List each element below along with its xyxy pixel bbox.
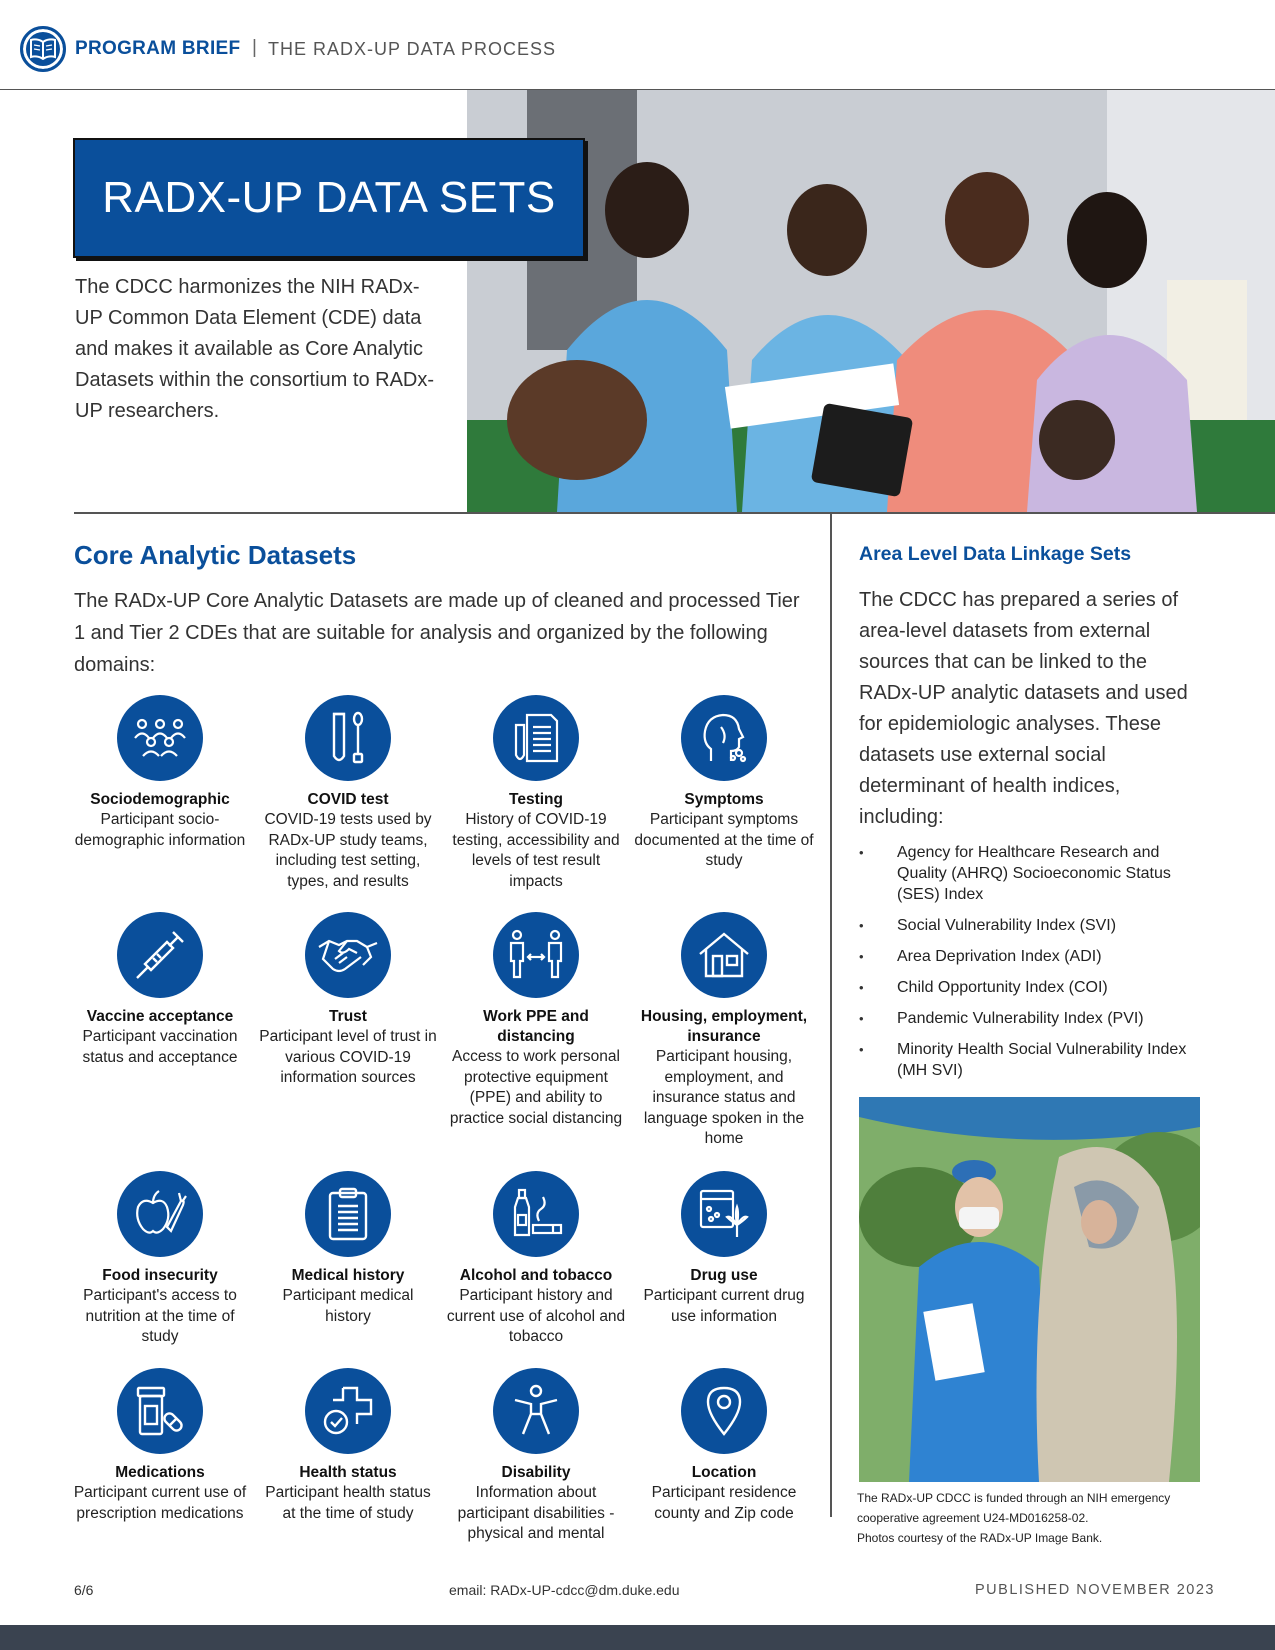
domain-description: Participant housing, employment, and insurance status and language spoken in the home [643,1048,805,1147]
distancing-icon [493,912,579,998]
domain-food-insecurity [70,1171,250,1348]
section-divider-horizontal [74,512,1275,514]
map-pin-icon [681,1368,767,1454]
domain-name: Food insecurity [102,1267,218,1284]
domain-medical-history [258,1171,438,1327]
test-tube-swab-icon [305,695,391,781]
list-item: • Area Deprivation Index (ADI) [859,946,1204,967]
clipboard-icon [305,1171,391,1257]
domain-name: Housing, employment, insurance [640,1008,808,1045]
hero-intro: The CDCC harmonizes the NIH RADx-UP Common Data Element (CDE) data and makes it available as Core Analytic Datasets within the consortium to RADx-UP researchers. [75,276,435,422]
domain-symptoms [634,695,814,872]
domain-name: Symptoms [684,791,764,808]
domain-work-ppe [446,912,626,1129]
drug-jar-icon [681,1171,767,1257]
program-brief-label: PROGRAM BRIEF [75,38,241,59]
core-datasets-intro: The RADx-UP Core Analytic Datasets are made up of cleaned and processed Tier 1 and Tier 2 CDEs that are suitable for analysis and organized by the following domains: [74,590,800,676]
core-datasets-heading: Core Analytic Datasets [74,540,357,570]
list-item: • Agency for Healthcare Research and Quality (AHRQ) Socioeconomic Status (SES) Index [859,842,1204,905]
domain-drug-use [634,1171,814,1327]
domain-description: Participant current drug use information [643,1287,805,1325]
community-photo [859,1097,1200,1482]
section-divider-vertical [830,512,832,1517]
domain-description: Participant residence county and Zip code [651,1484,797,1522]
domain-description: Participant current use of prescription medications [73,1484,247,1522]
domain-vaccine-acceptance [70,912,250,1068]
caption-photo-credit: Photos courtesy of the RADx-UP Image Bank. [857,1531,1103,1545]
area-index-list [859,842,1204,1091]
apple-carrot-icon [117,1171,203,1257]
bottle-cigarette-icon [493,1171,579,1257]
house-icon [681,912,767,998]
area-linkage-heading: Area Level Data Linkage Sets [859,543,1132,565]
domain-description: Participant health status at the time of study [265,1484,431,1522]
hero-photo [467,90,1275,512]
domain-name: Vaccine acceptance [86,1008,234,1025]
domain-name: Testing [509,791,563,808]
footer-bar [0,1625,1275,1650]
page-title: RADX-UP DATA SETS [102,173,556,222]
health-cross-icon [305,1368,391,1454]
domain-description: Participant's access to nutrition at the time of study [83,1287,237,1345]
domain-description: COVID-19 tests used by RADx-UP study teams, including test setting, types, and results [264,811,432,890]
domain-name: Drug use [690,1267,758,1284]
published-date: PUBLISHED NOVEMBER 2023 [975,1582,1215,1598]
domain-health-status [258,1368,438,1524]
page-number: 6/6 [74,1582,94,1598]
domain-covid-test [258,695,438,892]
list-item: • Child Opportunity Index (COI) [859,977,1204,998]
domain-name: Medical history [291,1267,405,1284]
domain-description: History of COVID-19 testing, accessibility and levels of test result impacts [452,811,620,890]
list-item: • Minority Health Social Vulnerability Index (MH SVI) [859,1039,1204,1081]
domain-disability [446,1368,626,1545]
contact-email[interactable]: email: RADx-UP-cdcc@dm.duke.edu [449,1582,680,1598]
handshake-icon [305,912,391,998]
domain-name: Medications [115,1464,205,1481]
domain-description: Participant medical history [282,1287,414,1325]
caption-funding-line: The RADx-UP CDCC is funded through an NIH emergency cooperative agreement U24-MD016258-02. [857,1491,1171,1525]
domain-trust [258,912,438,1089]
domain-description: Participant vaccination status and acceptance [82,1028,238,1066]
domain-name: Trust [329,1008,367,1025]
area-linkage-intro: The CDCC has prepared a series of area-level datasets from external sources that can be linked to the RADx-UP analytic datasets and used for epidemiologic analyses. These datasets use external social determinant of health indices, including: [859,589,1188,828]
page-header [0,0,1275,90]
funding-caption [857,1488,1207,1548]
accessibility-figure-icon [493,1368,579,1454]
header-subtitle: THE RADX-UP DATA PROCESS [268,39,557,59]
domain-description: Participant level of trust in various COVID-19 information sources [259,1028,437,1086]
domain-alcohol-tobacco [446,1171,626,1348]
people-group-icon [117,695,203,781]
test-document-icon [493,695,579,781]
syringe-icon [117,912,203,998]
domain-name: COVID test [307,791,389,808]
domain-medications [70,1368,250,1524]
domain-sociodemographic [70,695,250,851]
domain-description: Participant history and current use of alcohol and tobacco [446,1287,626,1345]
pill-bottle-icon [117,1368,203,1454]
domain-name: Sociodemographic [90,791,230,808]
domain-name: Health status [299,1464,397,1481]
domain-name: Disability [501,1464,571,1481]
book-icon [20,26,66,72]
header-separator: | [252,37,257,58]
domain-name: Work PPE and distancing [483,1008,589,1045]
domain-name: Location [691,1464,757,1481]
domain-name: Alcohol and tobacco [459,1267,613,1284]
domain-description: Information about participant disabilities - physical and mental [457,1484,615,1542]
domain-description: Participant symptoms documented at the time of study [634,811,814,869]
hero-title-box [73,138,585,258]
list-item: • Social Vulnerability Index (SVI) [859,915,1204,936]
domain-description: Access to work personal protective equipment (PPE) and ability to practice social distancing [449,1048,623,1127]
domain-testing [446,695,626,892]
list-item: • Pandemic Vulnerability Index (PVI) [859,1008,1204,1029]
domain-location [634,1368,814,1524]
domain-housing [634,912,814,1150]
sick-head-icon [681,695,767,781]
domain-description: Participant socio-demographic information [74,811,246,849]
